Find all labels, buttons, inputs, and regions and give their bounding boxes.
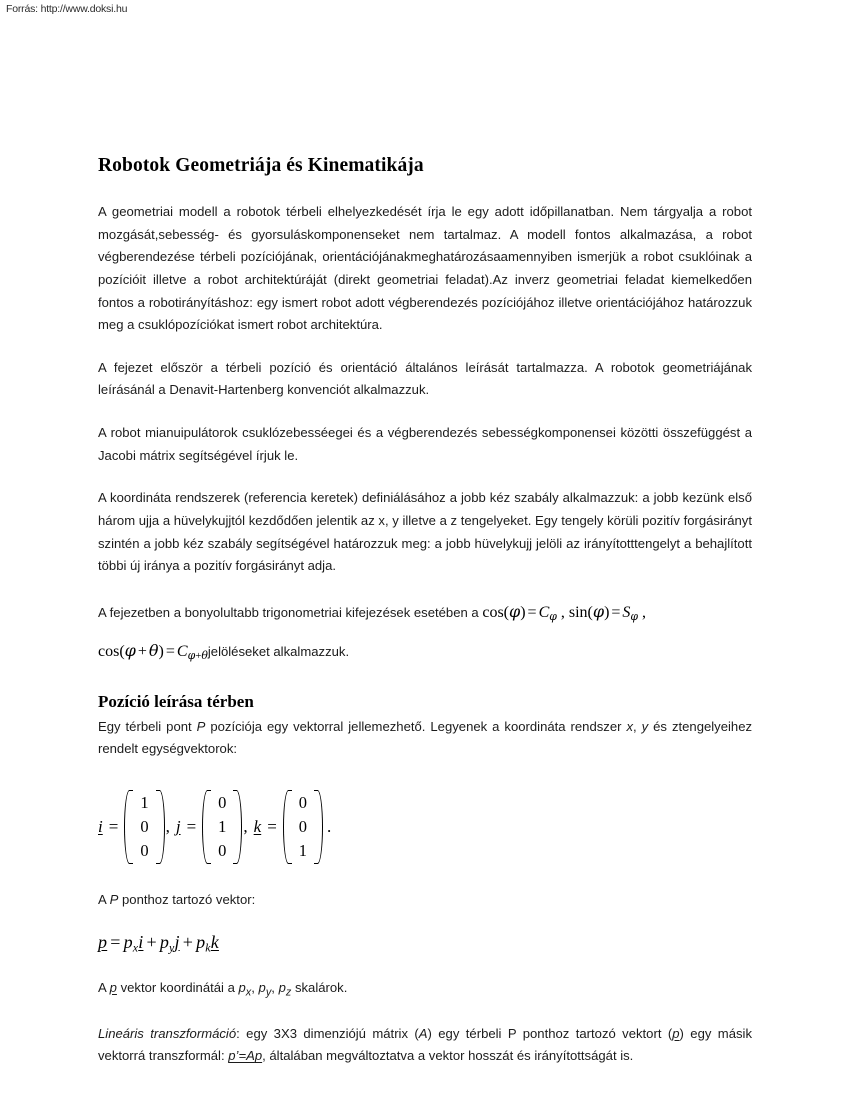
document-page <box>98 0 752 1068</box>
intro-sep: , <box>633 718 642 734</box>
math-cos-rhs: C <box>538 603 550 621</box>
math-cos-sum-arg2: θ <box>148 640 159 660</box>
unit-vector-k-values <box>292 789 314 865</box>
trig-notation-prefix: A fejezetben a bonyolultabb trigonometriai kifejezések esetében a <box>98 604 483 620</box>
math-sin-phi <box>568 601 639 623</box>
section-heading-position-in-space: Pozíció leírása térben <box>98 691 254 711</box>
intro-var-P: P <box>196 718 206 734</box>
p-label-a: A <box>98 891 110 907</box>
matrix-cell: 0 <box>140 817 149 837</box>
math-sin-fn: sin( <box>568 603 593 621</box>
math-cos-equals: = <box>527 603 537 621</box>
unit-vector-i-separator: , <box>165 817 170 836</box>
intro-text-c: és ztengelyeihez rendelt egységvektorok: <box>98 718 753 757</box>
coords-px: p <box>238 980 246 996</box>
math-cos-sum-plus: + <box>137 642 147 660</box>
p-eq-plus1: + <box>146 931 157 952</box>
paragraph-trig-notation <box>98 598 752 627</box>
unit-vector-j-separator: , <box>243 817 248 836</box>
unit-vector-j <box>176 789 254 865</box>
p-eq-term3-base: p <box>196 931 206 952</box>
p-vector-equation <box>98 912 752 958</box>
math-sin-rhs: S <box>622 603 631 621</box>
paragraph-p-coordinates <box>98 977 752 1003</box>
unit-vector-j-matrix <box>202 789 242 865</box>
intro-text-b: pozíciója egy vektorral jellemezhető. Legyenek a koordináta rendszer <box>205 718 627 734</box>
p-eq-plus2: + <box>182 931 194 952</box>
matrix-cell: 0 <box>298 793 308 813</box>
unit-vector-j-name: j <box>175 817 181 836</box>
paragraph-point-definition <box>98 716 752 761</box>
p-eq-term2-base: p <box>159 931 170 952</box>
p-label-var-P: P <box>109 891 119 907</box>
left-paren-icon <box>124 789 133 865</box>
paragraph-chapter-overview: A fejezet először a térbeli pozíció és orientáció általános leírását tartalmazza. A robotok geometriájának leírásánál a Denavit-Hartenberg konvenciót alkalmazzuk. <box>98 359 752 398</box>
left-paren-icon <box>202 789 211 865</box>
math-sin-equals: = <box>611 603 621 621</box>
lintrans-c: ) egy másik vektorrá transzformál: <box>98 1025 752 1064</box>
coords-c: skalárok. <box>291 980 348 996</box>
math-cos-sum-rhs-subplus: + <box>195 649 202 662</box>
p-eq-term2-unit: j <box>174 931 180 952</box>
coords-px-sub: x <box>245 986 252 999</box>
p-eq-term1-base: p <box>123 931 133 952</box>
p-eq-term3-sub: k <box>205 940 211 955</box>
coords-b: vektor koordinátái a <box>116 980 239 996</box>
coords-sep2: , <box>271 980 279 996</box>
lintrans-d: , általában megváltoztatva a vektor hosszát és irányítottságát is. <box>262 1048 634 1064</box>
unit-vectors-equation <box>98 761 752 869</box>
lintrans-var-A: A <box>418 1025 428 1041</box>
unit-vector-i-name: i <box>98 817 103 836</box>
lintrans-p-prime: p’=A <box>228 1048 255 1064</box>
matrix-cell: 0 <box>218 840 227 860</box>
unit-vector-i <box>98 789 176 865</box>
source-watermark: Forrás: http://www.doksi.hu <box>6 3 128 15</box>
right-paren-icon <box>233 789 242 865</box>
paragraph-linear-transformation <box>98 1023 752 1068</box>
matrix-cell: 0 <box>218 793 227 813</box>
matrix-cell: 1 <box>298 840 308 860</box>
matrix-cell: 0 <box>298 817 308 837</box>
paragraph-right-hand-rule: A koordináta rendszerek (referencia keretek) definiálásához a jobb kéz szabály alkalmazzuk: a jobb kezünk első három ujja a hüvelykujjtól kezdődően jelentik az x, y illetve a z tengelyeket. Egy tengely körüli pozitív forgásirányt szintén a jobb kéz szabály segítségével határozzuk meg: a jobb hüvelykujj jelöli az irányítotttengelyt a behajlított többi új iránya a pozitív forgásirányt adja. <box>98 490 752 574</box>
coords-var-p: p <box>109 980 117 996</box>
lintrans-a: : egy 3X3 dimenziójú mátrix ( <box>236 1025 419 1041</box>
lintrans-var-p: p <box>672 1025 680 1041</box>
math-cos-sum <box>98 640 208 662</box>
math-cos-sum-rhs-sub2: θ <box>201 648 208 662</box>
p-eq-term3-unit: k <box>210 931 219 952</box>
coords-py-sub: y <box>265 986 272 999</box>
unit-vector-k-matrix <box>283 789 323 865</box>
math-cos-rhs-sub: φ <box>549 610 557 623</box>
matrix-cell: 1 <box>218 817 227 837</box>
paragraph-p-vector-label <box>98 889 752 912</box>
trig-notation-suffix: jelöléseket alkalmazzuk. <box>207 643 350 659</box>
lintrans-b: ) egy térbeli P ponthoz tartozó vektort ( <box>427 1025 673 1041</box>
p-eq-lhs: p <box>98 931 108 952</box>
math-cos-arg: φ <box>509 601 521 621</box>
intro-var-x: x <box>626 718 633 734</box>
math-cos-trail: , <box>560 603 565 621</box>
math-cos-sum-arg1: φ <box>124 640 136 660</box>
coords-sep1: , <box>251 980 259 996</box>
unit-vector-i-equals: = <box>108 817 119 836</box>
unit-vector-k-separator: . <box>327 817 332 836</box>
math-cos-sum-equals: = <box>165 642 175 660</box>
page-title: Robotok Geometriája és Kinematikája <box>98 155 424 176</box>
right-paren-icon <box>314 789 323 865</box>
math-cos-comma <box>557 604 569 621</box>
coords-a: A <box>98 980 110 996</box>
math-cos-sum-rhs-sub1: φ <box>187 648 196 662</box>
math-cos-fn: cos( <box>482 603 509 621</box>
unit-vector-i-values <box>133 789 155 865</box>
paragraph-jacobian: A robot mianuipulátorok csuklózebesséegei és a végberendezés sebességkomponensei közötti összefüggést a Jacobi mátrix segítségével írjuk le. <box>98 425 752 463</box>
coords-pz: p <box>278 980 286 996</box>
lintrans-term: Lineáris transzformáció <box>98 1025 237 1041</box>
left-paren-icon <box>283 789 292 865</box>
unit-vector-k-equals: = <box>267 817 277 836</box>
coords-pz-sub: z <box>285 986 292 999</box>
unit-vector-j-values <box>211 789 233 865</box>
paragraph-geometric-model: A geometriai modell a robotok térbeli elhelyezkedését írja le egy adott időpillanatban. Nem tárgyalja a robot mozgását,sebesség- és gyorsuláskomponenseket nem tartalmaz. A modell fontos alkalmazása, a robot végberendezése térbeli pozíciójának, orientációjánakmeghatározásaamennyiben ismerjük a robot csuklóinak a pozícióit illetve a robot architektúráját (direkt geometriai feladat).Az inverz geometriai feladat kiemelkedően fontos a robotirányításhoz: egy ismert robot adott végberendezés pozíciójához illetve orientációjához határozzuk meg a csuklópozíciókat ismert robot architektúra. <box>98 204 752 333</box>
p-eq-term1-sub: x <box>132 940 139 955</box>
math-sin-arg: φ <box>592 601 605 621</box>
unit-vector-i-matrix <box>124 789 164 865</box>
math-cos-close: ) <box>520 603 526 621</box>
matrix-cell: 0 <box>140 840 149 860</box>
coords-py: p <box>258 980 266 996</box>
math-sin-trail: , <box>642 603 647 621</box>
unit-vector-k <box>254 789 332 865</box>
intro-var-y: y <box>641 718 649 734</box>
unit-vector-k-name: k <box>253 817 262 836</box>
math-cos-sum-line <box>98 627 752 664</box>
math-sin-comma <box>638 604 646 621</box>
p-eq-term1-unit: i <box>138 931 144 952</box>
math-cos-sum-rhs-sub <box>188 650 208 662</box>
p-eq-term2-sub: y <box>169 940 175 955</box>
p-label-b: ponthoz tartozó vektor: <box>118 891 256 907</box>
math-cos-sum-fn: cos( <box>98 642 125 660</box>
intro-text-a: Egy térbeli pont <box>98 718 197 734</box>
math-sin-rhs-sub: φ <box>630 610 639 623</box>
math-cos-sum-close: ) <box>158 642 164 660</box>
right-paren-icon <box>156 789 165 865</box>
unit-vector-j-equals: = <box>186 817 197 836</box>
matrix-cell: 1 <box>140 793 149 813</box>
math-cos-sum-rhs: C <box>176 642 188 660</box>
lintrans-var-p2: p <box>254 1048 263 1064</box>
math-cos-phi <box>482 601 557 623</box>
p-eq-equals: = <box>110 931 121 952</box>
math-sin-close: ) <box>604 603 610 621</box>
